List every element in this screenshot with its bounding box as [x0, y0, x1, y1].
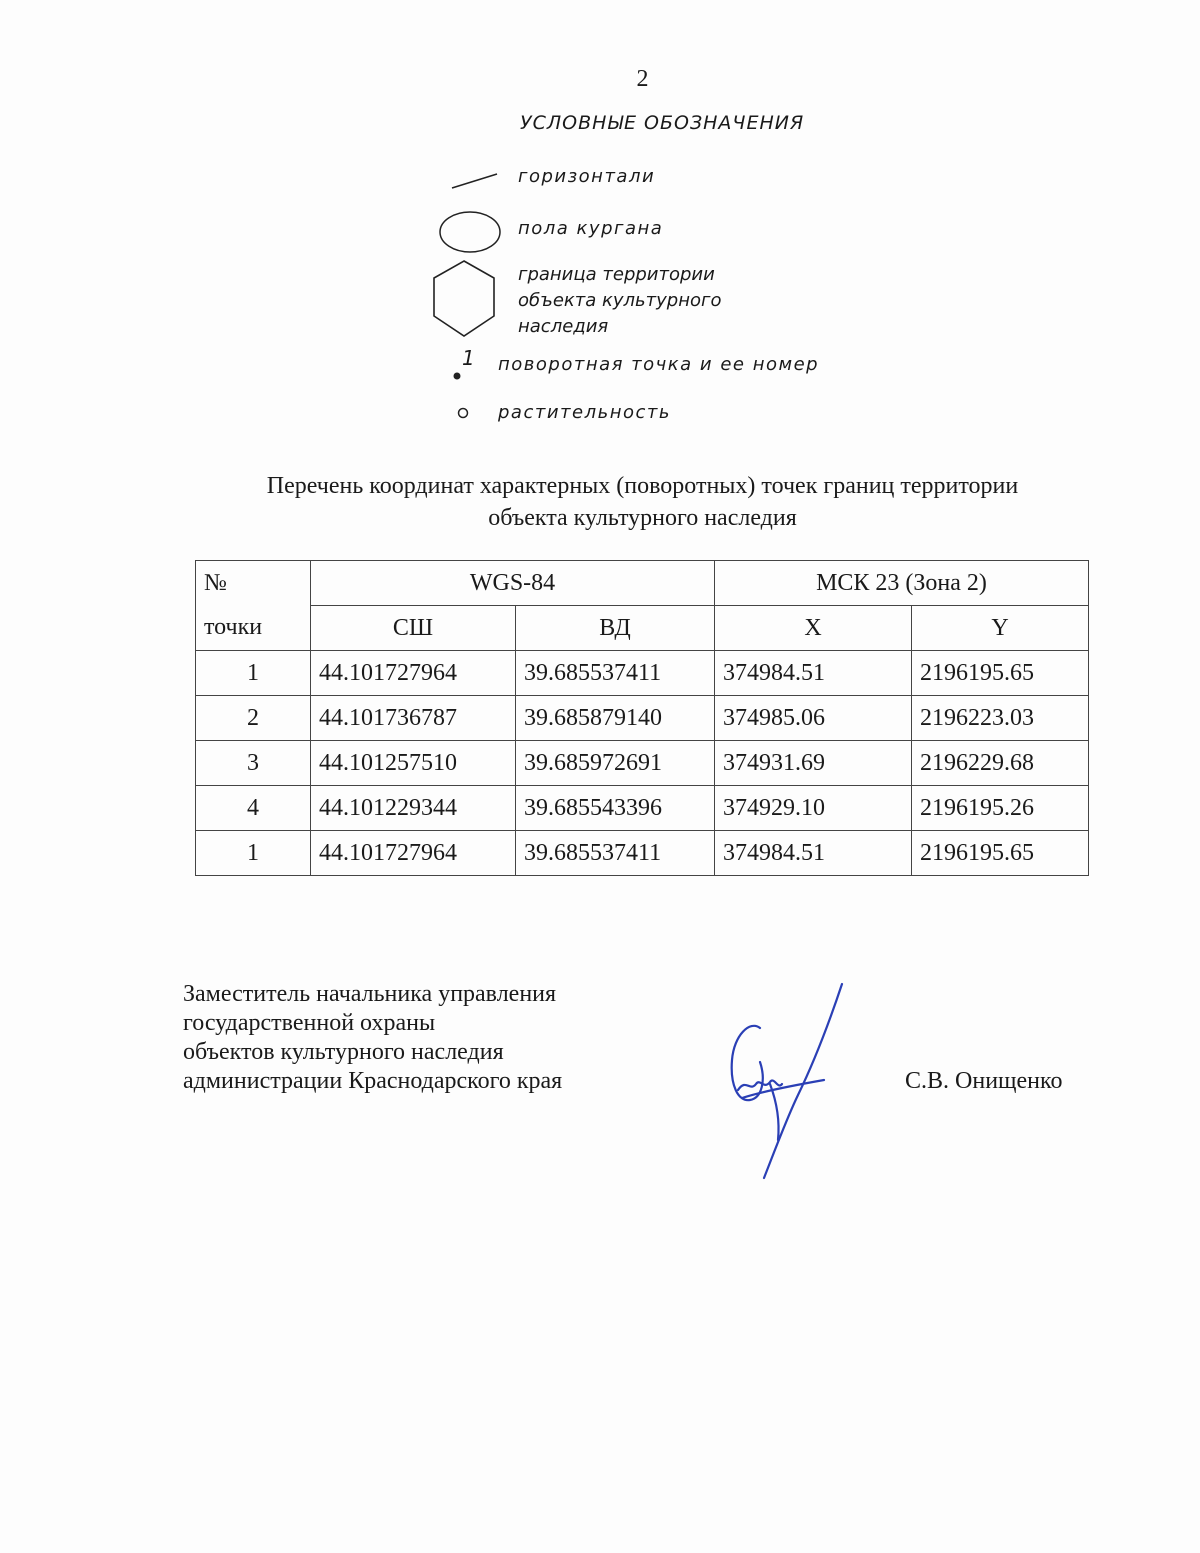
signer-name: С.В. Онищенко: [905, 1068, 1063, 1094]
line-icon: [450, 168, 500, 192]
legend-boundary: [518, 262, 721, 340]
coordinates-list-title: [0, 470, 1200, 534]
table-row: [196, 741, 1089, 786]
cell-point: 4: [196, 786, 311, 831]
cell-x: 374985.06: [715, 696, 912, 741]
cell-point: 1: [196, 651, 311, 696]
legend-turn-point-number: 1: [462, 346, 477, 370]
header-col-y: Y: [912, 606, 1089, 651]
cell-y: 2196195.26: [912, 786, 1089, 831]
header-group-msk23: МСК 23 (Зона 2): [715, 561, 1089, 606]
circle-icon: [456, 406, 470, 420]
cell-point: 3: [196, 741, 311, 786]
cell-lat: 44.101727964: [311, 831, 516, 876]
table-header-row-1: [196, 561, 1089, 606]
signer-position-line-2: государственной охраны: [183, 1010, 436, 1036]
cell-lat: 44.101736787: [311, 696, 516, 741]
table-row: [196, 786, 1089, 831]
cell-point: 2: [196, 696, 311, 741]
table-row: [196, 651, 1089, 696]
ellipse-icon: [437, 208, 503, 256]
cell-lat: 44.101257510: [311, 741, 516, 786]
cell-lon: 39.685537411: [516, 651, 715, 696]
legend-vegetation: растительность: [498, 402, 671, 423]
header-col-x: X: [715, 606, 912, 651]
coordinates-table: [195, 560, 1089, 876]
hexagon-icon: [430, 258, 498, 340]
dot-icon: [451, 370, 463, 382]
signature-icon: [720, 980, 860, 1190]
header-col-lat: СШ: [311, 606, 516, 651]
signer-position-line-4: администрации Краснодарского края: [183, 1068, 563, 1094]
legend-boundary-line-2: объекта культурного: [518, 290, 722, 311]
legend-contours: горизонтали: [518, 166, 656, 187]
cell-lon: 39.685972691: [516, 741, 715, 786]
cell-y: 2196229.68: [912, 741, 1089, 786]
legend-boundary-line-1: граница территории: [518, 264, 715, 285]
header-col-lon: ВД: [516, 606, 715, 651]
header-num-bottom: точки: [196, 606, 311, 651]
legend-mound: пола кургана: [518, 218, 664, 239]
table-header-row-2: [196, 606, 1089, 651]
cell-lat: 44.101727964: [311, 651, 516, 696]
legend-boundary-line-3: наследия: [518, 316, 609, 337]
signer-position-line-1: Заместитель начальника управления: [183, 981, 557, 1007]
cell-lat: 44.101229344: [311, 786, 516, 831]
header-num-top: №: [196, 561, 311, 606]
cell-point: 1: [196, 831, 311, 876]
cell-y: 2196223.03: [912, 696, 1089, 741]
cell-lon: 39.685879140: [516, 696, 715, 741]
cell-x: 374931.69: [715, 741, 912, 786]
legend-title: УСЛОВНЫЕ ОБОЗНАЧЕНИЯ: [520, 112, 805, 134]
page-number: 2: [636, 66, 649, 92]
cell-x: 374984.51: [715, 651, 912, 696]
cell-lon: 39.685543396: [516, 786, 715, 831]
table-row: [196, 831, 1089, 876]
cell-lon: 39.685537411: [516, 831, 715, 876]
signer-position: [183, 980, 562, 1096]
list-title-line-2: объекта культурного наследия: [488, 505, 797, 531]
signer-position-line-3: объектов культурного наследия: [183, 1039, 504, 1065]
cell-x: 374984.51: [715, 831, 912, 876]
list-title-line-1: Перечень координат характерных (поворотных) точек границ территории: [266, 473, 1019, 499]
table-row: [196, 696, 1089, 741]
legend-turn-point: поворотная точка и ее номер: [498, 354, 820, 375]
header-group-wgs84: WGS-84: [311, 561, 715, 606]
cell-x: 374929.10: [715, 786, 912, 831]
cell-y: 2196195.65: [912, 651, 1089, 696]
cell-y: 2196195.65: [912, 831, 1089, 876]
